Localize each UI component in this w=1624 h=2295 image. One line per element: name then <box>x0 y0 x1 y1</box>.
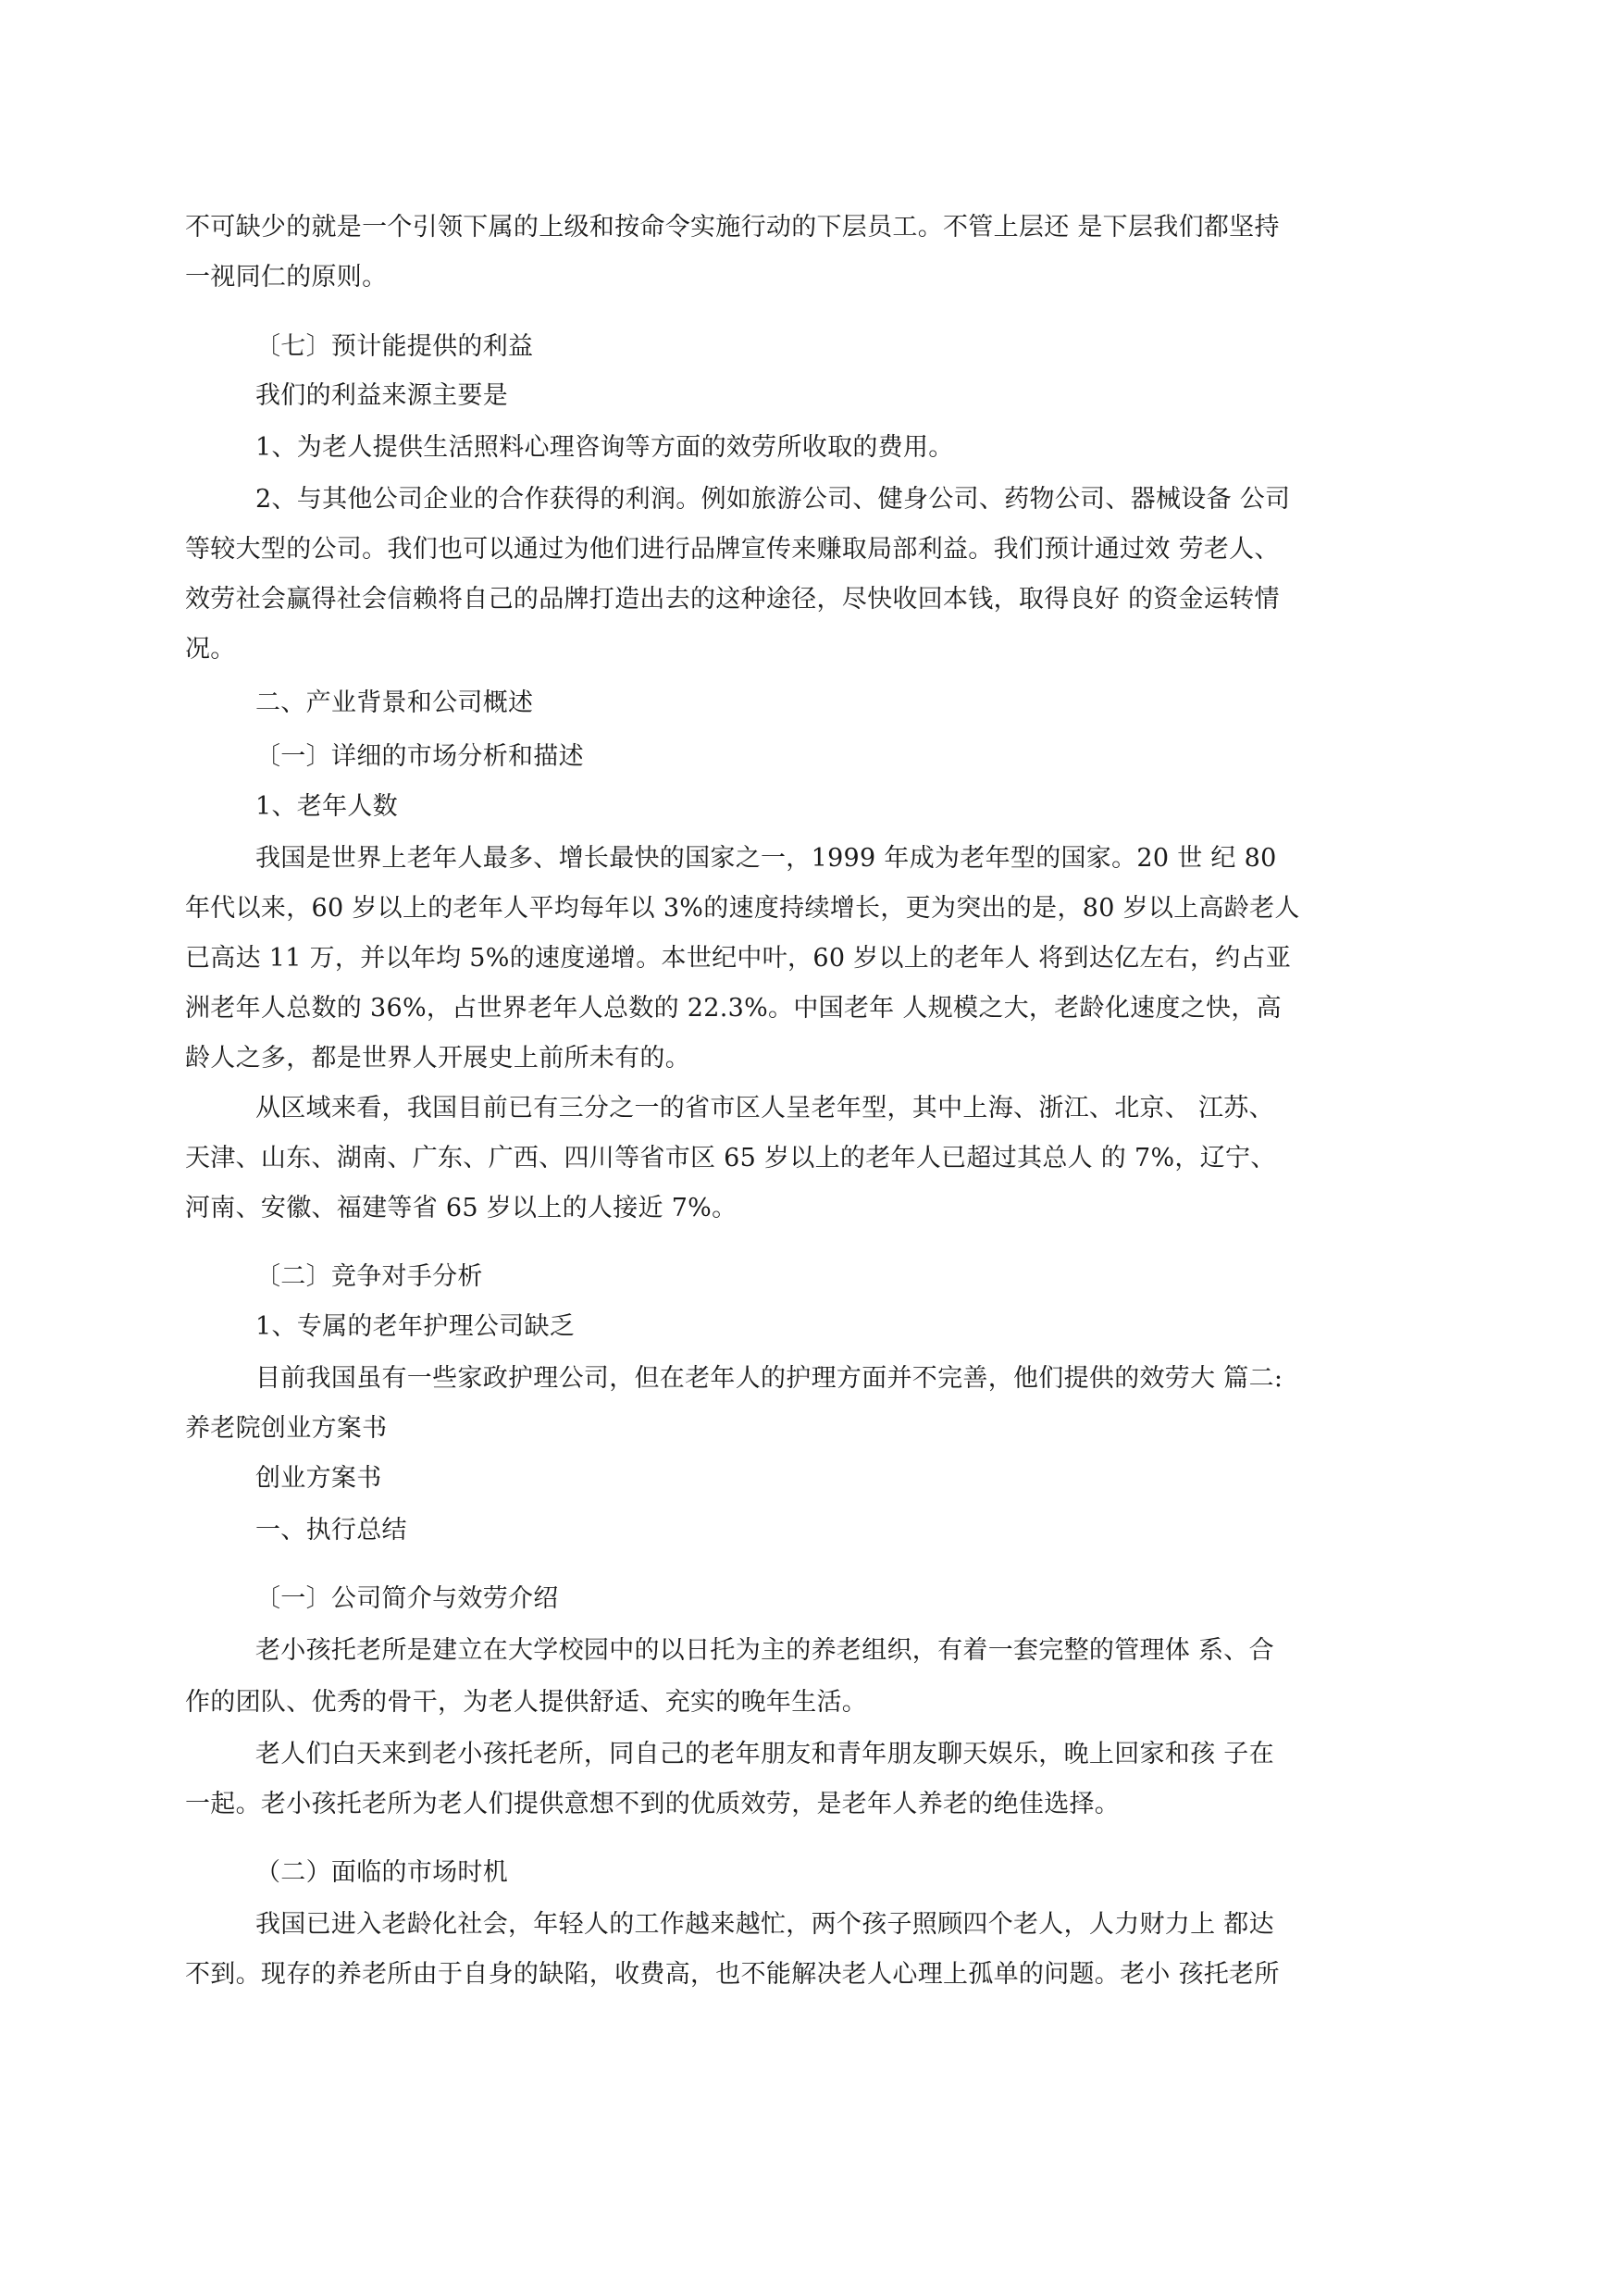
text-line-15: 已高达 11 万，并以年均 5%的速度递增。本世纪中叶，60 岁以上的老年人 将到达亿左右，约占亚 <box>185 944 1292 973</box>
subsection-heading: 1、老年人数 <box>255 792 398 821</box>
text-line-20: 河南、安徽、福建等省 65 岁以上的人接近 7%。 <box>185 1194 738 1222</box>
text-line-23: 目前我国虽有一些家政护理公司，但在老年人的护理方面并不完善，他们提供的效劳大 篇二: <box>255 1364 1283 1393</box>
text-line-13: 我国是世界上老年人最多、增长最快的国家之一，1999 年成为老年型的国家。20 世 纪 80 <box>255 844 1277 873</box>
text-line-30: 老人们白天来到老小孩托老所，同自己的老年朋友和青年朋友聊天娱乐，晚上回家和孩 子在 <box>255 1740 1274 1768</box>
text-line-28: 老小孩托老所是建立在大学校园中的以日托为主的养老组织，有着一套完整的管理体 系、合 <box>255 1636 1274 1665</box>
text-line-19: 天津、山东、湖南、广东、广西、四川等省市区 65 岁以上的老年人已超过其总人 的 7%，辽宁、 <box>185 1144 1276 1172</box>
text-line-7: 等较大型的公司。我们也可以通过为他们进行品牌宣传来赚取局部利益。我们预计通过效 劳老人、 <box>185 535 1280 564</box>
list-item-2: 2、与其他公司企业的合作获得的利润。例如旅游公司、健身公司、药物公司、器械设备 公司 <box>255 485 1291 514</box>
text-line-16: 洲老年人总数的 36%，占世界老年人总数的 22.3%。中国老年 人规模之大，老龄化速度之快，高 <box>185 994 1282 1023</box>
section-heading-2: 〔二〕竞争对手分析 <box>255 1262 483 1291</box>
text-line-29: 作的团队、优秀的骨干，为老人提供舒适、充实的晚年生活。 <box>185 1688 868 1717</box>
text-line-9: 况。 <box>185 635 236 664</box>
text-line-2: 一视同仁的原则。 <box>185 263 388 292</box>
text-line-1: 不可缺少的就是一个引领下属的上级和按命令实施行动的下层员工。不管上层还 是下层我们都坚持 <box>185 213 1280 242</box>
text-line-8: 效劳社会赢得社会信赖将自己的品牌打造出去的这种途径，尽快收回本钱，取得良好 的资金运转情 <box>185 585 1280 614</box>
text-line-33: 我国已进入老龄化社会，年轻人的工作越来越忙，两个孩子照顾四个老人，人力财力上 都达 <box>255 1910 1274 1939</box>
text-line-34: 不到。现存的养老所由于自身的缺陷，收费高，也不能解决老人心理上孤单的问题。老小 孩托老所 <box>185 1960 1280 1989</box>
section-heading-1b: 〔一〕公司简介与效劳介绍 <box>255 1584 559 1613</box>
text-line-14: 年代以来，60 岁以上的老年人平均每年以 3%的速度持续增长，更为突出的是，80 岁以上高龄老人 <box>185 894 1300 923</box>
section-heading-2b: （二）面临的市场时机 <box>255 1858 508 1887</box>
text-line-31: 一起。老小孩托老所为老人们提供意想不到的优质效劳，是老年人养老的绝佳选择。 <box>185 1790 1121 1818</box>
section-heading-7: 〔七〕预计能提供的利益 <box>255 332 534 361</box>
text-line-4: 我们的利益来源主要是 <box>255 381 508 410</box>
subsection-heading: 1、专属的老年护理公司缺乏 <box>255 1312 576 1341</box>
chapter-heading-2: 二、产业背景和公司概述 <box>255 688 534 717</box>
text-line-24: 养老院创业方案书 <box>185 1414 388 1443</box>
text-line-18: 从区域来看，我国目前已有三分之一的省市区人呈老年型，其中上海、浙江、北京、 江苏、 <box>255 1094 1274 1123</box>
list-item-1: 1、为老人提供生活照料心理咨询等方面的效劳所收取的费用。 <box>255 433 954 462</box>
section-heading-1: 〔一〕详细的市场分析和描述 <box>255 742 584 771</box>
chapter-heading-1: 一、执行总结 <box>255 1516 407 1544</box>
text-line-17: 龄人之多，都是世界人开展史上前所未有的。 <box>185 1044 690 1073</box>
document-title: 创业方案书 <box>255 1464 382 1493</box>
